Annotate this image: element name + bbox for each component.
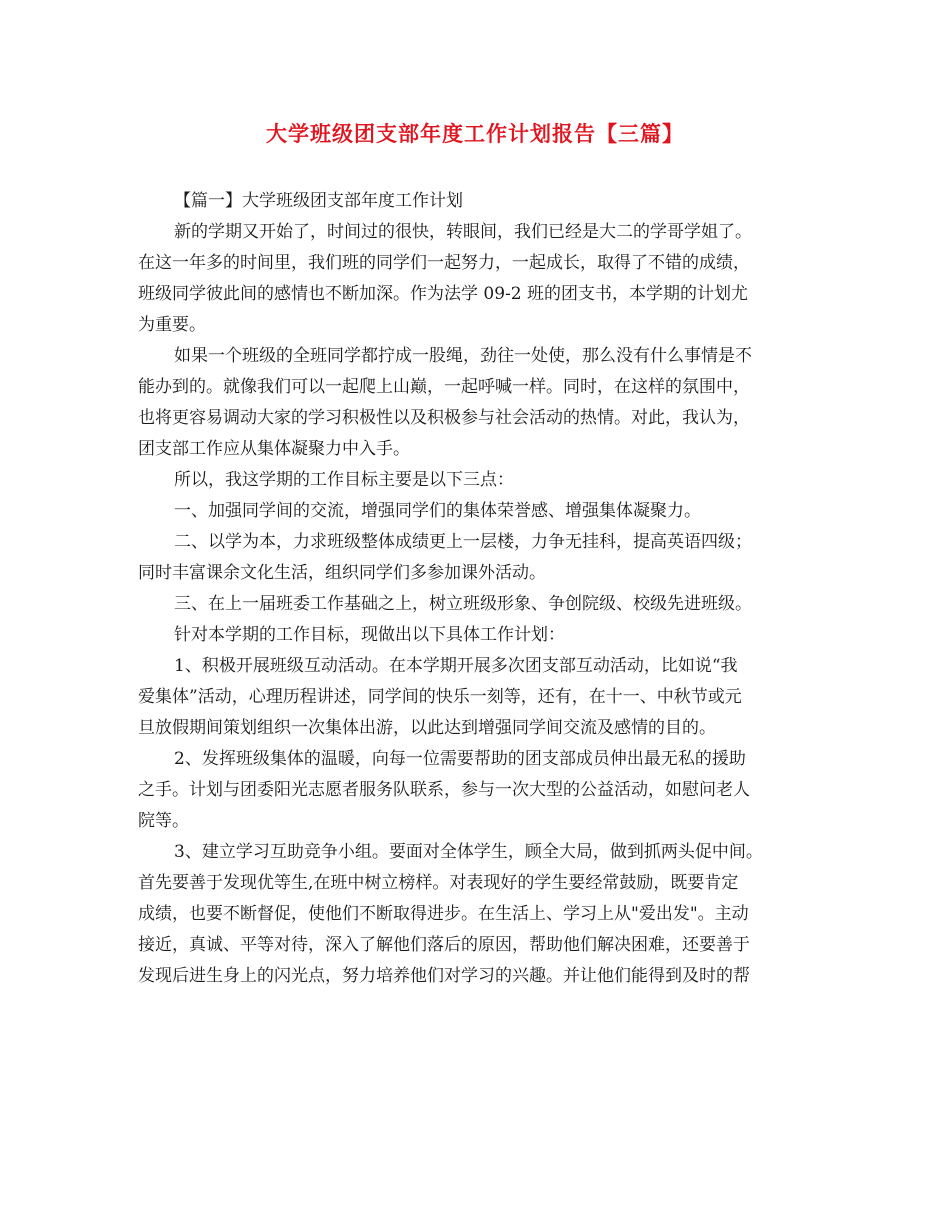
paragraph: [138, 651, 826, 744]
paragraph-line: 3、建立学习互助竞争小组。要面对全体学生，顾全大局，做到抓两头促中间。: [174, 842, 763, 862]
paragraph-line: 在这一年多的时间里，我们班的同学们一起努力，一起成长，取得了不错的成绩，: [138, 253, 750, 273]
paragraph: [138, 837, 826, 992]
paragraph: [138, 341, 826, 465]
paragraph: [138, 217, 826, 341]
paragraph-line: 所以，我这学期的工作目标主要是以下三点：: [174, 470, 514, 490]
paragraph: [138, 465, 826, 496]
paragraph-line: 旦放假期间策划组织一次集体出游，以此达到增强同学间交流及感情的目的。: [138, 718, 716, 738]
paragraph-line: 爱集体”活动，心理历程讲述，同学间的快乐一刻等，还有，在十一、中秋节或元: [138, 687, 742, 707]
paragraph-line: 针对本学期的工作目标，现做出以下具体工作计划：: [174, 625, 565, 645]
paragraph-line: 1、积极开展班级互动活动。在本学期开展多次团支部互动活动，比如说“我: [174, 656, 738, 676]
paragraph: [138, 527, 826, 589]
paragraph-line: 也将更容易调动大家的学习积极性以及积极参与社会活动的热情。对此，我认为，: [138, 408, 750, 428]
document-body: [138, 186, 826, 992]
paragraph: [138, 620, 826, 651]
paragraph-line: 2、发挥班级集体的温暖，向每一位需要帮助的团支部成员伸出最无私的援助: [174, 749, 746, 769]
document-title: 大学班级团支部年度工作计划报告【三篇】: [266, 121, 684, 146]
paragraph: [138, 186, 826, 217]
paragraph-line: 【篇一】大学班级团支部年度工作计划: [174, 191, 463, 211]
paragraph-line: 发现后进生身上的闪光点，努力培养他们对学习的兴趣。并让他们能得到及时的帮: [138, 966, 750, 986]
paragraph-line: 同时丰富课余文化生活，组织同学们多参加课外活动。: [138, 563, 546, 583]
paragraph-line: 一、加强同学间的交流，增强同学们的集体荣誉感、增强集体凝聚力。: [174, 501, 701, 521]
paragraph: [138, 496, 826, 527]
paragraph-line: 班级同学彼此间的感情也不断加深。作为法学 09-2 班的团支书，本学期的计划尤: [138, 284, 748, 304]
paragraph: [138, 589, 826, 620]
paragraph: [138, 744, 826, 837]
paragraph-line: 成绩，也要不断督促，使他们不断取得进步。在生活上、学习上从"爱出发"。主动: [138, 904, 749, 924]
paragraph-line: 三、在上一届班委工作基础之上，树立班级形象、争创院级、校级先进班级。: [174, 594, 752, 614]
paragraph-line: 二、以学为本，力求班级整体成绩更上一层楼，力争无挂科，提高英语四级；: [174, 532, 752, 552]
paragraph-line: 如果一个班级的全班同学都拧成一股绳，劲往一处使，那么没有什么事情是不: [174, 346, 752, 366]
paragraph-line: 首先要善于发现优等生,在班中树立榜样。对表现好的学生要经常鼓励，既要肯定: [138, 873, 739, 893]
paragraph-line: 新的学期又开始了，时间过的很快，转眼间，我们已经是大二的学哥学姐了。: [174, 222, 752, 242]
paragraph-line: 为重要。: [138, 315, 206, 335]
paragraph-line: 能办到的。就像我们可以一起爬上山巅，一起呼喊一样。同时，在这样的氛围中，: [138, 377, 750, 397]
paragraph-line: 之手。计划与团委阳光志愿者服务队联系，参与一次大型的公益活动，如慰问老人: [138, 780, 750, 800]
paragraph-line: 接近，真诚、平等对待，深入了解他们落后的原因，帮助他们解决困难，还要善于: [138, 935, 750, 955]
paragraph-line: 团支部工作应从集体凝聚力中入手。: [138, 439, 410, 459]
paragraph-line: 院等。: [138, 811, 189, 831]
